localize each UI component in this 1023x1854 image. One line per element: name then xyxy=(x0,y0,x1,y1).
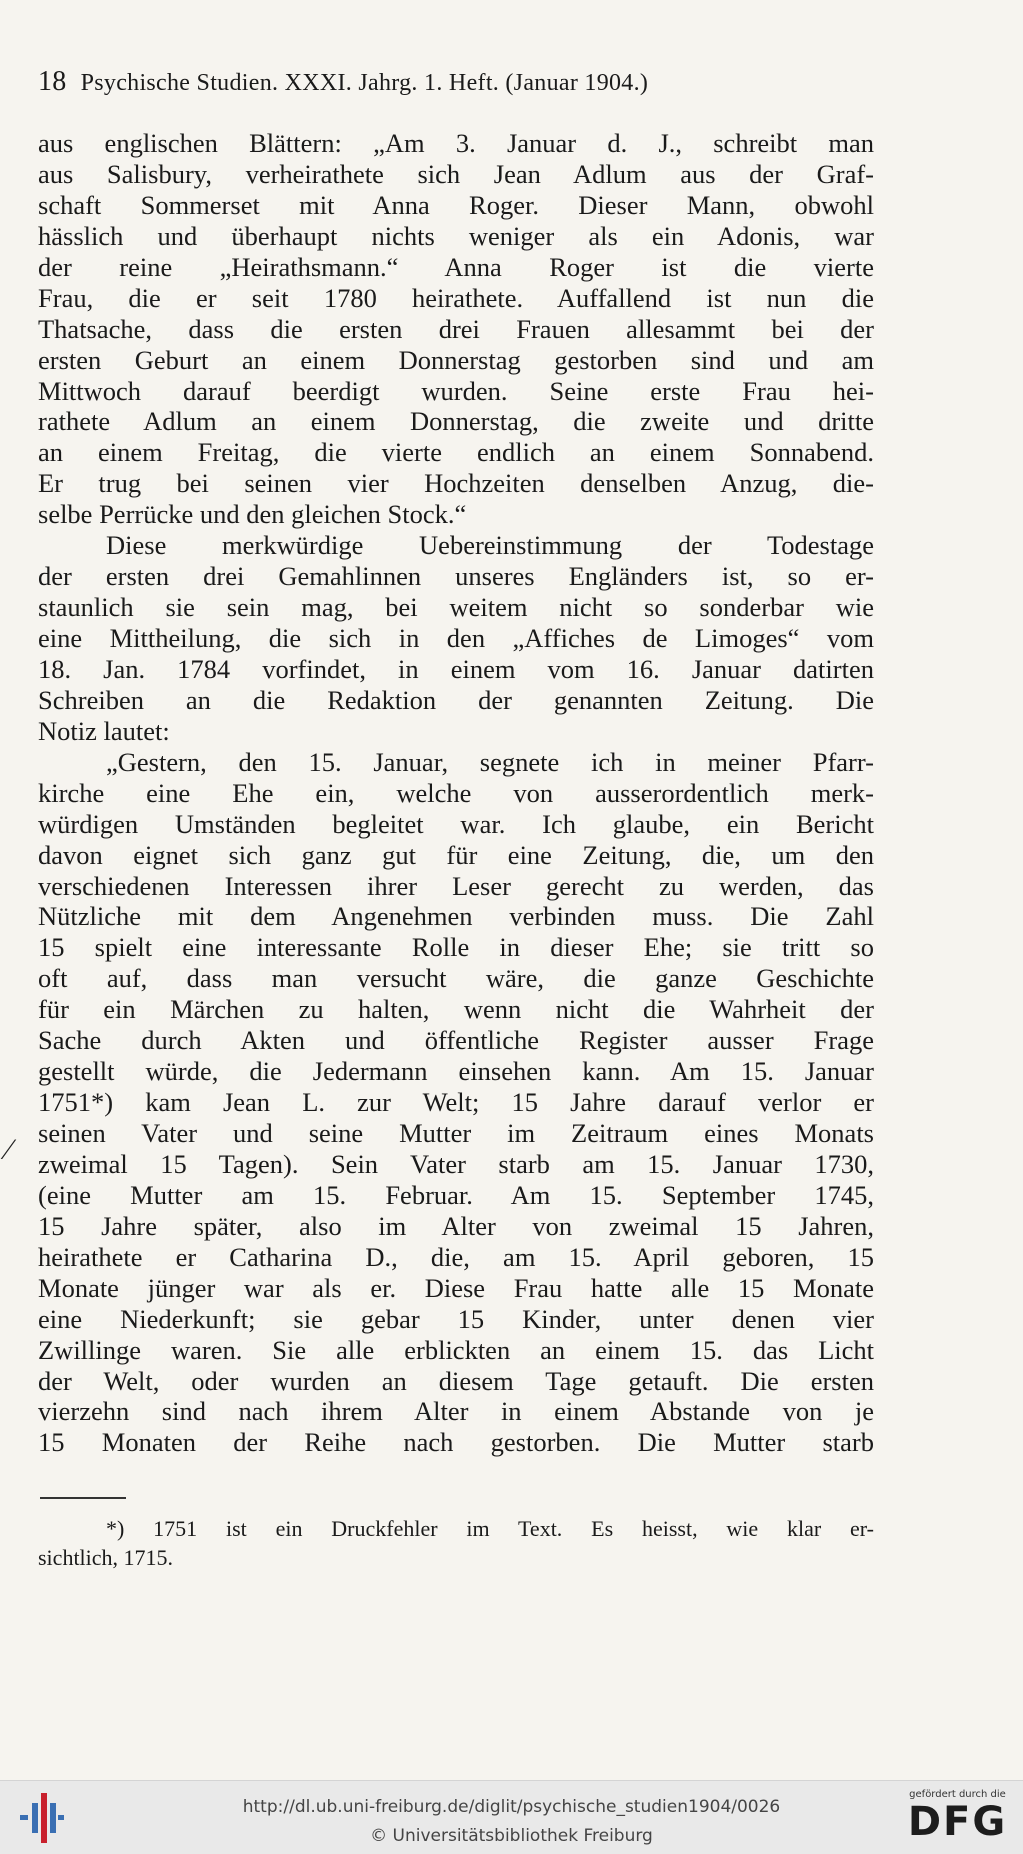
text-line: heirathete er Catharina D., die, am 15. April geboren, 15 xyxy=(38,1241,874,1272)
text-line: Mittwoch darauf beerdigt wurden. Seine erste Frau hei- xyxy=(38,375,874,406)
text-line: Sache durch Akten und öffentliche Register ausser Frage xyxy=(38,1025,874,1056)
text-line: hässlich und überhaupt nichts weniger als ein Adonis, war xyxy=(38,220,874,251)
text-line: der Welt, oder wurden an diesem Tage getauft. Die ersten xyxy=(38,1365,874,1396)
text-line: aus Salisbury, verheirathete sich Jean Adlum aus der Graf- xyxy=(38,158,874,189)
text-line: rathete Adlum an einem Donnerstag, die zweite und dritte xyxy=(38,406,874,437)
footnote-rule xyxy=(40,1497,126,1499)
text-line: kirche eine Ehe ein, welche von ausserordentlich merk- xyxy=(38,777,874,808)
text-line: „Gestern, den 15. Januar, segnete ich in meiner Pfarr- xyxy=(106,746,874,777)
text-line: Diese merkwürdige Uebereinstimmung der Todestage xyxy=(106,530,874,561)
text-line: eine Niederkunft; sie gebar 15 Kinder, unter denen vier xyxy=(38,1303,874,1334)
page-url-link[interactable]: http://dl.ub.uni-freiburg.de/diglit/psychische_studien1904/0026 xyxy=(242,1797,781,1817)
running-title: Psychische Studien. XXXI. Jahrg. 1. Heft. (Januar 1904.) xyxy=(80,70,649,96)
footnote-line: *) 1751 ist ein Druckfehler im Text. Es heisst, wie klar er- xyxy=(106,1516,874,1541)
text-line: für ein Märchen zu halten, wenn nicht die Wahrheit der xyxy=(38,994,874,1025)
running-header xyxy=(38,66,838,98)
text-line: aus englischen Blättern: „Am 3. Januar d. J., schreibt man xyxy=(38,128,874,158)
text-line: 15 Jahre später, also im Alter von zweimal 15 Jahren, xyxy=(38,1210,874,1241)
dfg-logo xyxy=(900,1789,1015,1849)
copyright-text: © Universitätsbibliothek Freiburg xyxy=(370,1826,653,1846)
text-line: Er trug bei seinen vier Hochzeiten denselben Anzug, die- xyxy=(38,468,874,499)
text-line: der reine „Heirathsmann.“ Anna Roger ist die vierte xyxy=(38,251,874,282)
text-line: eine Mittheilung, die sich in den „Affiches de Limoges“ vom xyxy=(38,623,874,653)
text-line: Frau, die er seit 1780 heirathete. Auffallend ist nun die xyxy=(38,282,874,313)
text-line: Thatsache, dass die ersten drei Frauen allesammt bei der xyxy=(38,313,874,344)
page-number: 18 xyxy=(38,66,67,97)
footnote-line: sichtlich, 1715. xyxy=(38,1545,174,1570)
text-line: Schreiben an die Redaktion der genannten Zeitung. Die xyxy=(38,684,874,715)
body-text xyxy=(38,128,874,1458)
text-line: selbe Perrücke und den gleichen Stock.“ xyxy=(38,499,467,530)
text-line: an einem Freitag, die vierte endlich an einem Sonnabend. xyxy=(38,437,874,468)
text-line: Nützliche mit dem Angenehmen verbinden muss. Die Zahl xyxy=(38,901,874,932)
footnote xyxy=(38,1514,874,1572)
text-line: würdigen Umständen begleitet war. Ich glaube, ein Bericht xyxy=(38,808,874,839)
margin-mark: ⁄ xyxy=(6,1133,12,1166)
text-line: oft auf, dass man versucht wäre, die ganze Geschichte xyxy=(38,963,874,994)
text-line: 18. Jan. 1784 vorfindet, in einem vom 16. Januar datirten xyxy=(38,653,874,684)
text-line: staunlich sie sein mag, bei weitem nicht so sonderbar wie xyxy=(38,592,874,623)
text-line: 15 spielt eine interessante Rolle in dieser Ehe; sie tritt so xyxy=(38,932,874,963)
text-line: Zwillinge waren. Sie alle erblickten an einem 15. das Licht xyxy=(38,1334,874,1365)
text-line: verschiedenen Interessen ihrer Leser gerecht zu werden, das xyxy=(38,870,874,901)
sponsor-caption: gefördert durch die xyxy=(909,1789,1006,1800)
text-line: zweimal 15 Tagen). Sein Vater starb am 15. Januar 1730, xyxy=(38,1148,874,1179)
text-line: ersten Geburt an einem Donnerstag gestorben sind und am xyxy=(38,344,874,375)
text-line: vierzehn sind nach ihrem Alter in einem Abstande von je xyxy=(38,1396,874,1427)
text-line: 1751*) kam Jean L. zur Welt; 15 Jahre darauf verlor er xyxy=(38,1087,874,1118)
dfg-logo-text: DFG xyxy=(907,1799,1008,1845)
text-line: der ersten drei Gemahlinnen unseres Engländers ist, so er- xyxy=(38,561,874,592)
text-line: gestellt würde, die Jedermann einsehen kann. Am 15. Januar xyxy=(38,1056,874,1087)
text-line: (eine Mutter am 15. Februar. Am 15. September 1745, xyxy=(38,1179,874,1210)
text-line: seinen Vater und seine Mutter im Zeitraum eines Monats xyxy=(38,1118,874,1148)
text-line: 15 Monaten der Reihe nach gestorben. Die Mutter starb xyxy=(38,1427,874,1458)
text-line: davon eignet sich ganz gut für eine Zeitung, die, um den xyxy=(38,839,874,870)
text-line: Notiz lautet: xyxy=(38,715,170,746)
text-line: schaft Sommerset mit Anna Roger. Dieser Mann, obwohl xyxy=(38,189,874,220)
text-line: Monate jünger war als er. Diese Frau hatte alle 15 Monate xyxy=(38,1272,874,1303)
viewer-footer-bar xyxy=(0,1780,1023,1854)
